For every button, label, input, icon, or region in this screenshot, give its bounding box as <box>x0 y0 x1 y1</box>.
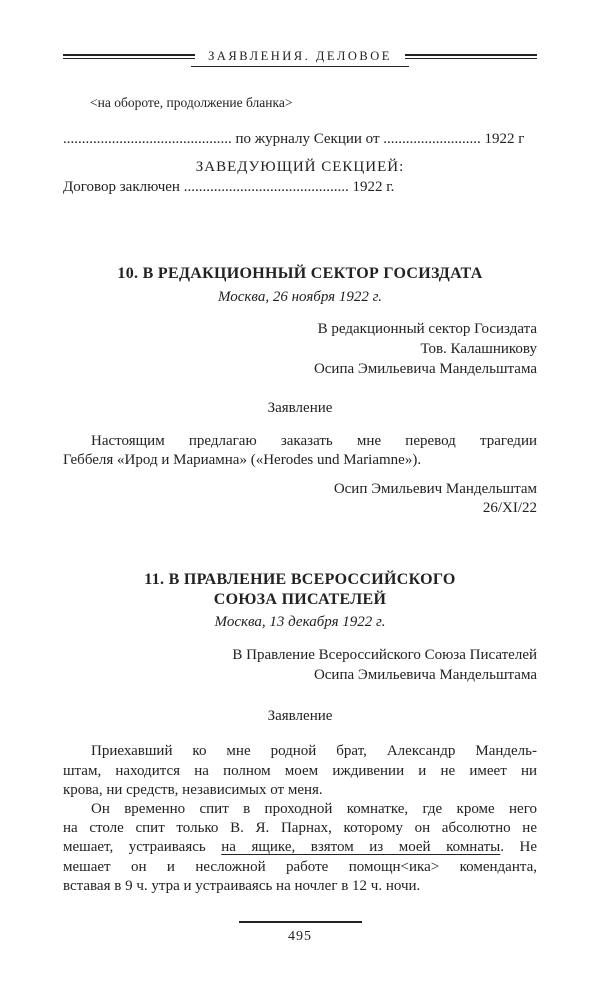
text-segment: штам, находится на полном моем иждивении и не имеет ни <box>63 762 537 779</box>
text-line: Тов. Калашникову <box>420 341 537 357</box>
text-line: СОЮЗА ПИСАТЕЛЕЙ <box>213 591 387 609</box>
text-segment: Он временно спит в проходной комнатке, где кроме него <box>91 801 537 818</box>
doc10-body <box>63 432 537 470</box>
text-line: Осип Эмильевич Мандельштам <box>333 481 537 498</box>
text-line <box>63 838 537 857</box>
text-line <box>63 742 537 761</box>
text-line: В Правление Всероссийского Союза Писателей <box>232 647 537 664</box>
page-footer <box>63 921 537 946</box>
doc10-addressee-block <box>63 319 537 379</box>
document-10 <box>63 264 537 518</box>
journal-blank-line: ............................................. по журналу Секции от .......................... 1922 г <box>63 131 525 147</box>
doc10-subheading: Заявление <box>267 400 333 416</box>
text-segment: Геббеля «Ирод и Мариамна» («Herodes und Mariamne»). <box>63 452 422 469</box>
text-segment: вставая в 9 ч. утра и устраиваясь на ночлег в 12 ч. ночи. <box>63 877 421 894</box>
doc11-dateline: Москва, 13 декабря 1922 г. <box>214 614 386 631</box>
text-line <box>63 451 537 470</box>
doc10-signature-block <box>63 480 537 518</box>
doc11-subheading: Заявление <box>267 708 333 725</box>
doc10-dateline: Москва, 26 ноября 1922 г. <box>217 289 383 305</box>
text-segment: Приехавший ко мне родной брат, Александр Мандель- <box>91 743 537 760</box>
underlined-phrase: на ящике, взятом из моей комнаты <box>221 839 501 856</box>
text-line: Осипа Эмильевича Мандельштама <box>313 361 537 377</box>
page-number: 495 <box>288 928 312 944</box>
text-segment: . Не <box>500 839 538 856</box>
text-line <box>63 781 537 800</box>
text-line: 26/XI/22 <box>482 500 537 517</box>
doc11-body-paragraph-1 <box>63 742 537 800</box>
header-title-underline <box>191 66 409 67</box>
text-line: В редакционный сектор Госиздата <box>317 321 537 337</box>
doc11-body-paragraph-2 <box>63 800 537 896</box>
doc11-addressee-block <box>63 645 537 685</box>
running-header-title: ЗАЯВЛЕНИЯ. ДЕЛОВОЕ <box>208 49 392 63</box>
verso-note: <на обороте, продолжение бланка> <box>90 95 293 110</box>
text-line <box>63 432 537 451</box>
doc10-heading: 10. В РЕДАКЦИОННЫЙ СЕКТОР ГОСИЗДАТА <box>117 265 483 282</box>
doc11-heading <box>63 570 537 610</box>
text-line <box>63 762 537 781</box>
text-line <box>63 800 537 819</box>
header-rule-left <box>63 54 195 59</box>
running-header <box>63 48 537 64</box>
text-line: Осипа Эмильевича Мандельштама <box>313 667 537 684</box>
text-line <box>63 877 537 896</box>
text-segment: крова, ни средств, независимых от меня. <box>63 781 323 798</box>
header-rule-right <box>405 54 537 59</box>
text-segment: мешает он и несложной работе помощн<ика> коменданта, <box>63 858 537 875</box>
contract-blank-line: Договор заключен ............................................ 1922 г. <box>63 179 395 195</box>
text-line <box>63 858 537 877</box>
document-11 <box>63 570 537 896</box>
text-line: 11. В ПРАВЛЕНИЕ ВСЕРОССИЙСКОГО <box>144 571 456 589</box>
text-segment: Настоящим предлагаю заказать мне перевод трагедии <box>91 433 537 449</box>
text-segment: на столе спит только В. Я. Парнах, которому он абсолютно не <box>63 820 537 837</box>
footer-rule <box>239 921 362 923</box>
section-manager-line: ЗАВЕДУЮЩИЙ СЕКЦИЕЙ: <box>195 159 405 175</box>
text-line <box>63 819 537 838</box>
text-segment: мешает, устраиваясь <box>63 839 222 856</box>
